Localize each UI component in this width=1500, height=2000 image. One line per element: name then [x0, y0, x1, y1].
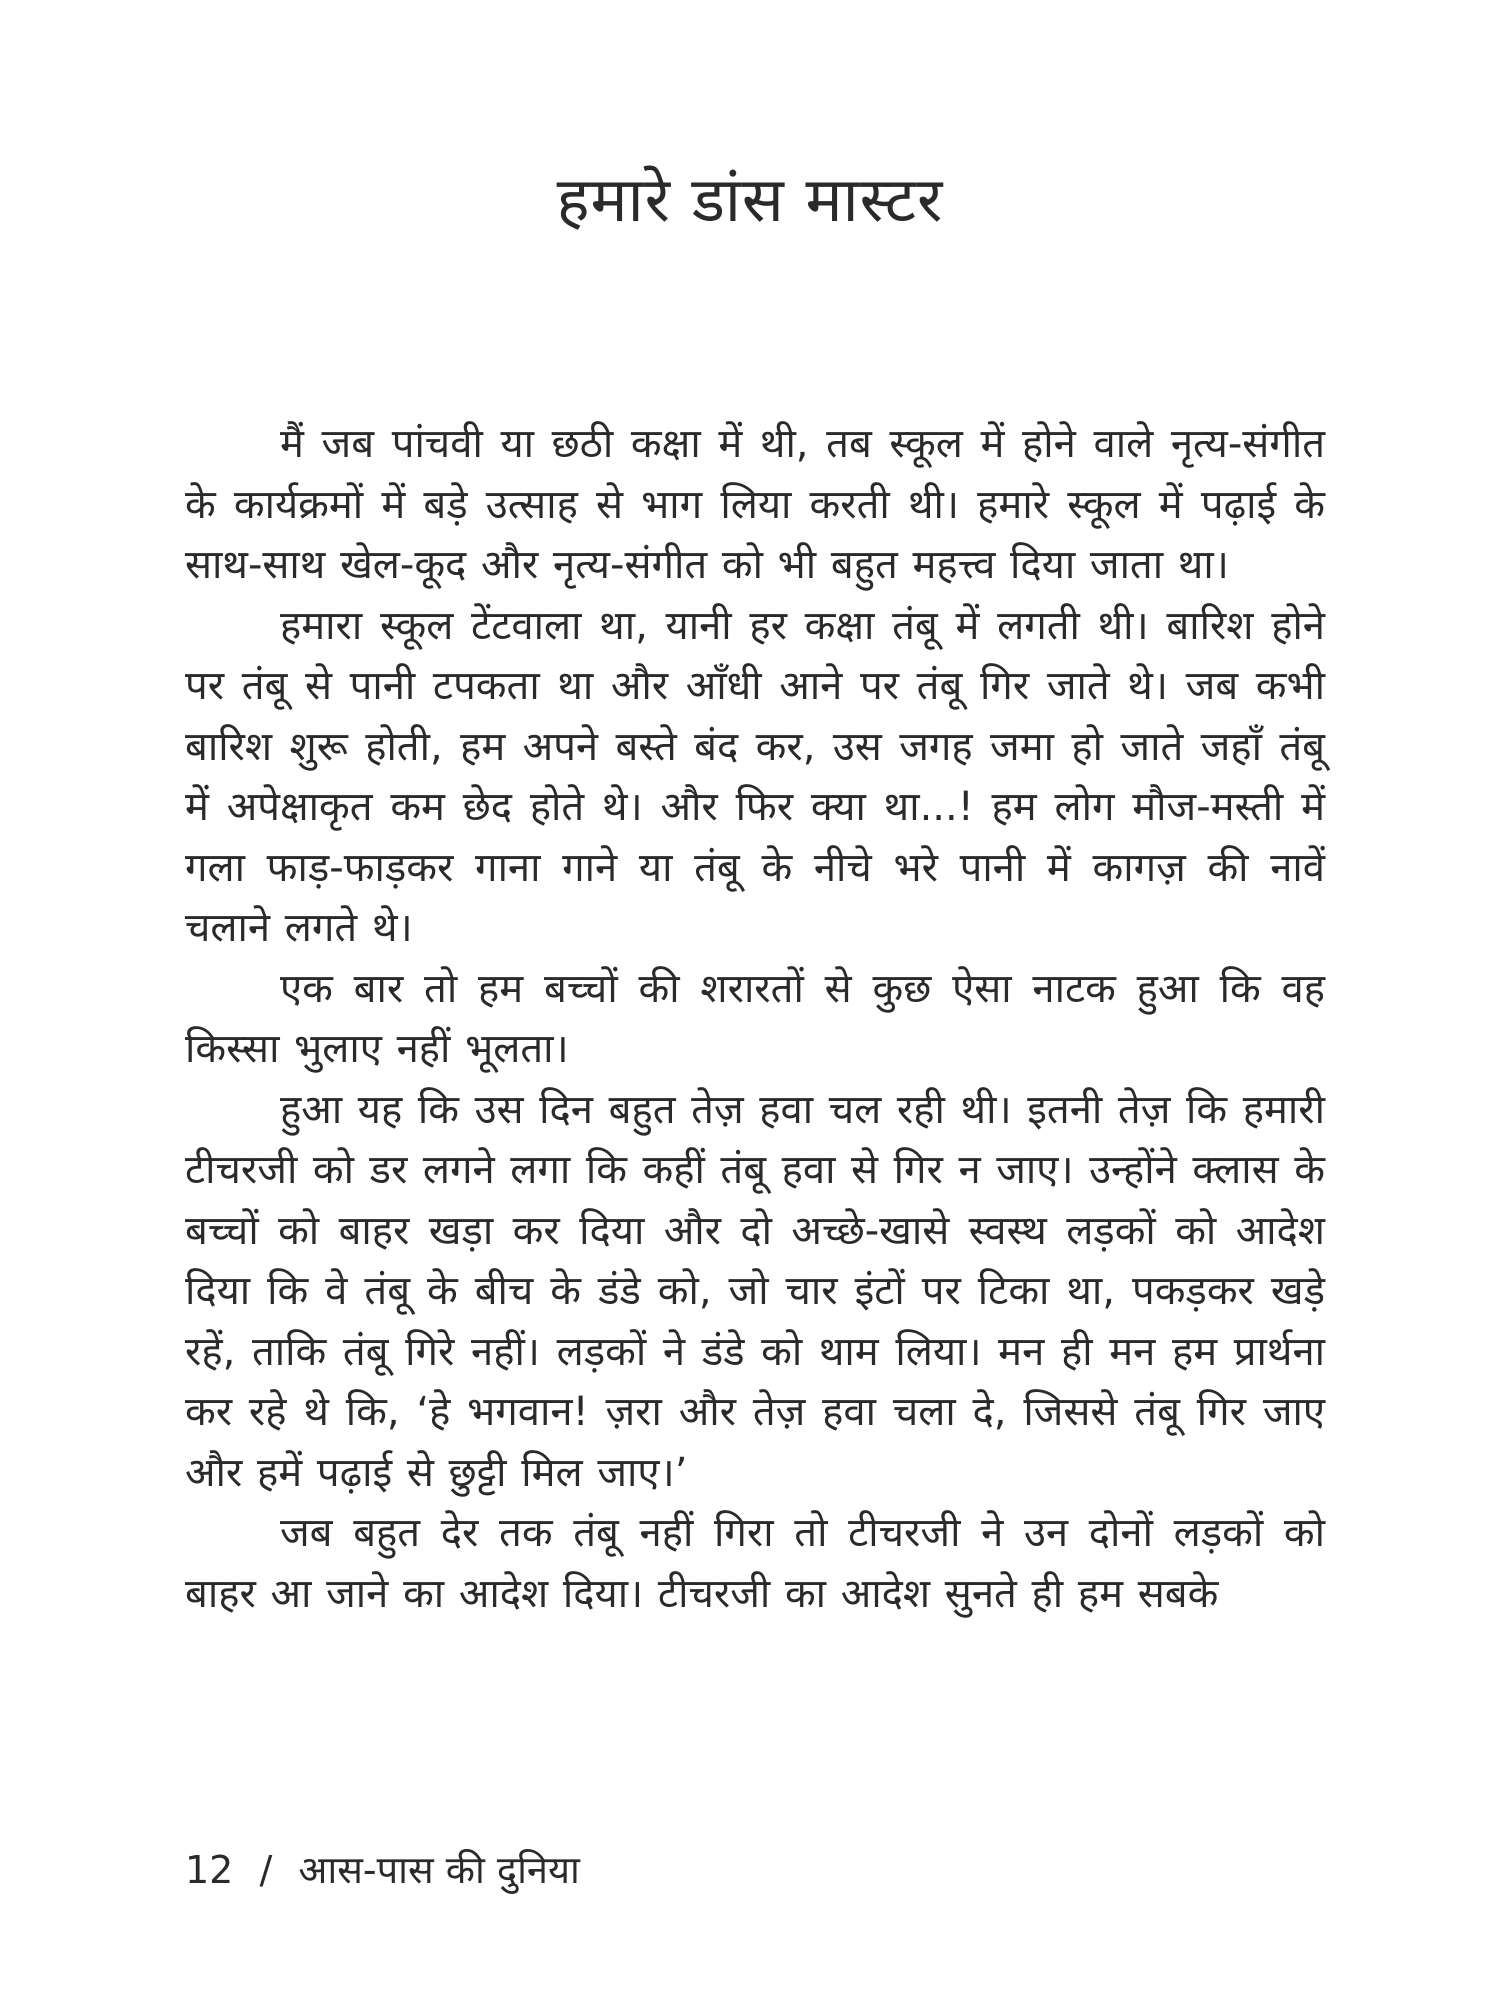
paragraph-5: जब बहुत देर तक तंबू नहीं गिरा तो टीचरजी ने उन दोनों लड़कों को बाहर आ जाने का आदेश दिया। टीचरजी का आदेश सुनते ही हम सबके	[185, 1510, 1325, 1617]
paragraph-1: मैं जब पांचवी या छठी कक्षा में थी, तब स्कूल में होने वाले नृत्य-संगीत के कार्यक्रमों में बड़े उत्साह से भाग लिया करती थी। हमारे स्कूल में पढ़ाई के साथ-साथ खेल-कूद और नृत्य-संगीत को भी बहुत महत्त्व दिया जाता था।	[185, 421, 1325, 588]
paragraph-4: हुआ यह कि उस दिन बहुत तेज़ हवा चल रही थी। इतनी तेज़ कि हमारी टीचरजी को डर लगने लगा कि कहीं तंबू हवा से गिर न जाए। उन्होंने क्लास के बच्चों को बाहर खड़ा कर दिया और दो अच्छे-खासे स्वस्थ लड़कों को आदेश दिया कि वे तंबू के बीच के डंडे को, जो चार इंटों पर टिका था, पकड़कर खड़े रहें, ताकि तंबू गिरे नहीं। लड़कों ने डंडे को थाम लिया। मन ही मन हम प्रार्थना कर रहे थे कि, ‘हे भगवान! ज़रा और तेज़ हवा चला दे, जिससे तंबू गिर जाए और हमें पढ़ाई से छुट्टी मिल जाए।’	[185, 1086, 1325, 1496]
footer-separator: /	[259, 1848, 273, 1892]
page-title: हमारे डांस मास्टर	[556, 163, 944, 236]
paragraph-3: एक बार तो हम बच्चों की शरारतों से कुछ ऐसा नाटक हुआ कि वह किस्सा भुलाए नहीं भूलता।	[185, 965, 1325, 1072]
paragraph-2: हमारा स्कूल टेंटवाला था, यानी हर कक्षा तंबू में लगती थी। बारिश होने पर तंबू से पानी टपकता था और आँधी आने पर तंबू गिर जाते थे। जब कभी बारिश शुरू होती, हम अपने बस्ते बंद कर, उस जगह जमा हो जाते जहाँ तंबू में अपेक्षाकृत कम छेद होते थे। और फिर क्या था...! हम लोग मौज-मस्ती में गला फाड़-फाड़कर गाना गाने या तंबू के नीचे भरे पानी में कागज़ की नावें चलाने लगते थे।	[185, 602, 1325, 951]
page-number: 12	[185, 1848, 234, 1892]
book-title: आस-पास की दुनिया	[298, 1848, 580, 1892]
page-footer	[185, 1845, 580, 1895]
body-text	[185, 414, 1325, 1624]
